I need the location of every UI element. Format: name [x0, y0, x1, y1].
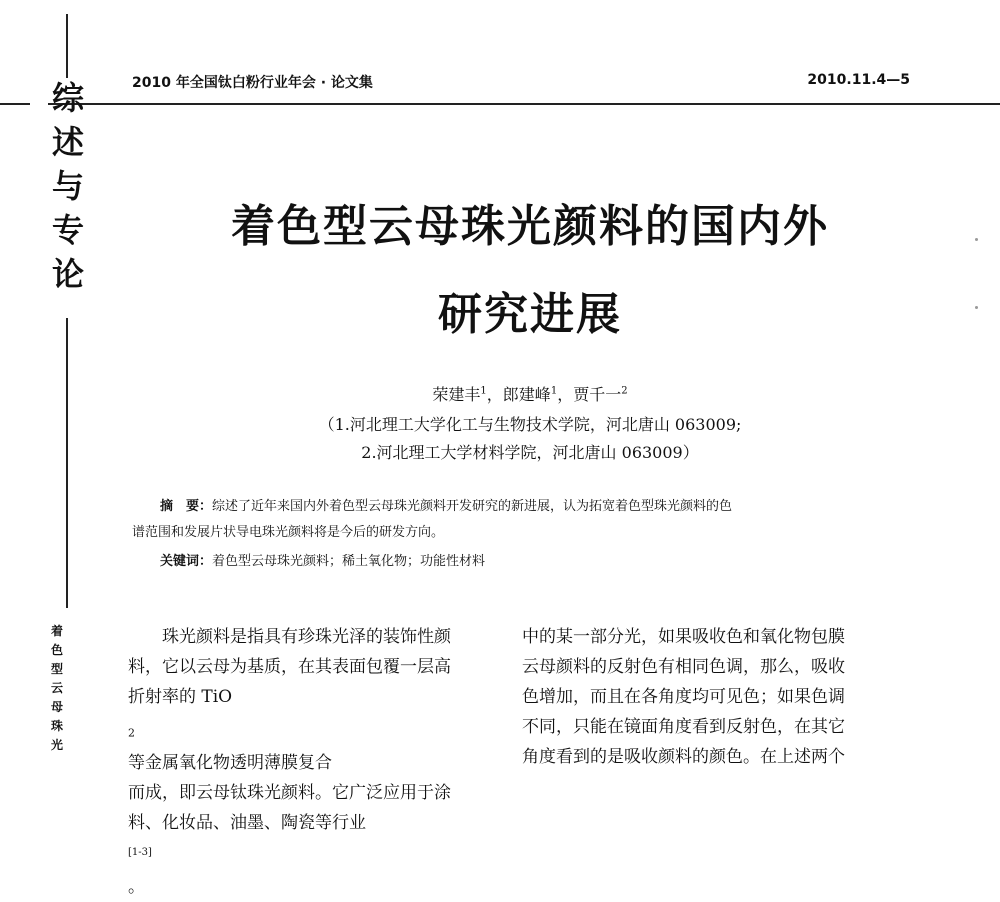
body-line: 云母颜料的反射色有相同色调，那么，吸收 [522, 657, 845, 677]
body-text: 折射率的 TiO [128, 687, 233, 707]
body-line: 中的某一部分光，如果吸收色和氧化物包膜 [522, 627, 845, 647]
scan-speck [975, 238, 978, 241]
keywords-label: 关键词： [160, 554, 213, 569]
body-line: 不同，只能在镜面角度看到反射色，在其它 [522, 717, 845, 737]
running-title-char: 型 [50, 662, 63, 676]
scan-speck [975, 306, 978, 309]
running-title-char: 珠 [50, 719, 63, 733]
abstract-label: 摘 要： [160, 499, 213, 514]
affiliation-line1: （1.河北理工大学化工与生物技术学院，河北唐山 063009; [318, 415, 742, 434]
author-affil-mark: 1 [550, 385, 558, 397]
body-text: 等金属氧化物透明薄膜复合 [128, 753, 332, 774]
author-name: ，郎建峰 [486, 385, 551, 404]
author-name: ，贾千一 [557, 385, 622, 404]
body-column-left [128, 622, 476, 902]
running-title-vertical [46, 622, 68, 755]
affiliation-line2: 2.河北理工大学材料学院，河北唐山 063009） [361, 443, 699, 462]
paper-title-line1: 着色型云母珠光颜料的国内外 [231, 201, 829, 252]
body-text: 料、化妆品、油墨、陶瓷等行业 [128, 813, 366, 834]
running-title-char: 色 [50, 643, 63, 657]
author-list [130, 382, 930, 405]
sidebar-rule-top [66, 14, 68, 78]
section-label-char: 与 [51, 167, 84, 205]
author-name: 荣建丰 [432, 385, 481, 404]
keywords [160, 550, 485, 569]
running-title-char: 着 [50, 624, 63, 638]
subscript: 2 [128, 726, 135, 740]
header-date: 2010.11.4—5 [807, 72, 910, 88]
body-column-right [522, 622, 870, 772]
section-label-char: 论 [51, 255, 84, 293]
running-title-char: 光 [50, 738, 63, 752]
running-title-char: 云 [50, 681, 63, 695]
body-text: 。 [128, 877, 145, 898]
sidebar-rule-main [66, 318, 68, 608]
abstract-text: 综述了近年来国内外着色型云母珠光颜料开发研究的新进展，认为拓宽着色型珠光颜料的色 [212, 499, 733, 514]
paper-title-line2: 研究进展 [438, 289, 622, 340]
running-title-char: 母 [50, 700, 63, 714]
body-line: 珠光颜料是指具有珍珠光泽的装饰性颜 [128, 627, 451, 647]
body-line [128, 808, 476, 902]
sidebar-rule-small [30, 103, 48, 105]
author-affil-mark: 2 [621, 385, 628, 397]
body-line: 角度看到的是吸收颜料的颜色。在上述两个 [522, 747, 845, 767]
abstract-line2: 谱范围和发展片状导电珠光颜料将是今后的研发方向。 [132, 525, 445, 540]
section-label-vertical [48, 76, 88, 296]
body-line: 色增加，而且在各角度均可见色；如果色调 [522, 687, 845, 707]
citation: [1-3] [128, 847, 152, 859]
body-line [128, 682, 476, 778]
body-line: 而成，即云母钛珠光颜料。它广泛应用于涂 [128, 783, 451, 804]
section-label-char: 专 [51, 211, 84, 249]
keywords-text: 着色型云母珠光颜料；稀土氧化物；功能性材料 [212, 554, 486, 569]
header-rule [0, 103, 1000, 105]
section-label-char: 综 [51, 79, 84, 117]
body-line: 料，它以云母为基质，在其表面包覆一层高 [128, 657, 451, 677]
journal-header: 2010 年全国钛白粉行业年会 · 论文集 [132, 75, 373, 91]
author-affil-mark: 1 [480, 385, 487, 397]
section-label-char: 述 [51, 123, 84, 161]
abstract [132, 494, 902, 546]
abstract-line1 [132, 494, 902, 520]
